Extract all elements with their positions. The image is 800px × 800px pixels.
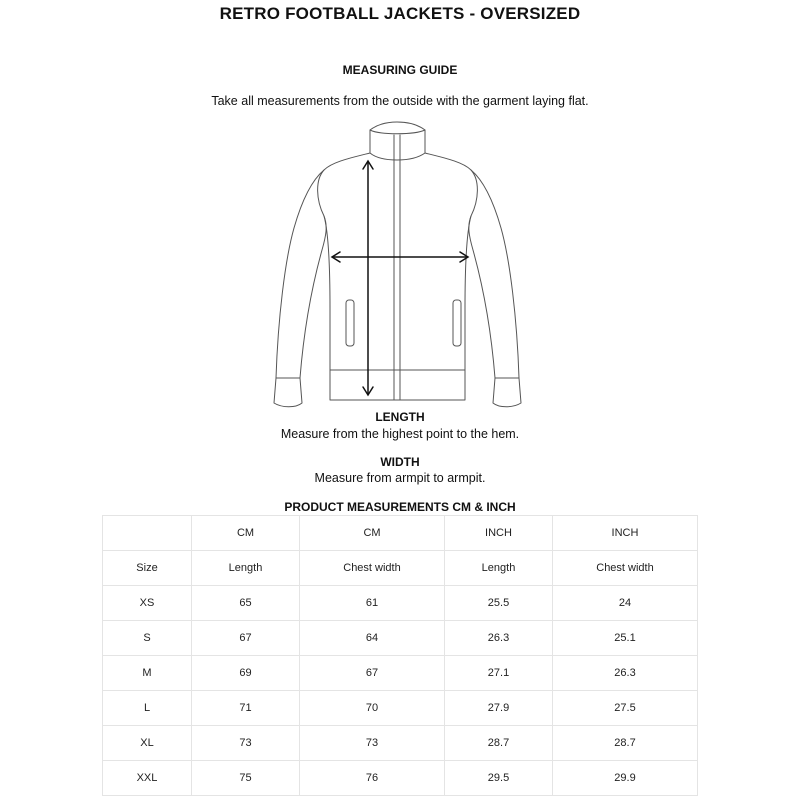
table-cell: 73 (192, 726, 300, 761)
table-row (103, 691, 698, 726)
table-cell: 28.7 (553, 726, 698, 761)
collar (370, 122, 425, 160)
header-cell: Length (445, 551, 553, 586)
length-label: LENGTH (375, 410, 425, 424)
table-cell: M (103, 656, 192, 691)
header-cell: Length (192, 551, 300, 586)
right-pocket (453, 300, 461, 346)
width-label: WIDTH (380, 455, 420, 469)
width-description: Measure from armpit to armpit. (314, 471, 486, 485)
unit-cell: INCH (553, 516, 698, 551)
measurements-table-title: PRODUCT MEASUREMENTS CM & INCH (284, 500, 516, 514)
table-row (103, 586, 698, 621)
table-cell: 67 (300, 656, 445, 691)
unit-cell: INCH (445, 516, 553, 551)
table-cell: XL (103, 726, 192, 761)
measuring-guide-heading: MEASURING GUIDE (342, 63, 458, 77)
jacket-outline-icon (260, 118, 540, 418)
table-cell: 61 (300, 586, 445, 621)
length-description: Measure from the highest point to the hem. (280, 427, 520, 441)
table-cell: 76 (300, 761, 445, 796)
table-cell: 69 (192, 656, 300, 691)
table-cell: 25.5 (445, 586, 553, 621)
header-cell: Chest width (300, 551, 445, 586)
table-cell: XXL (103, 761, 192, 796)
left-pocket (346, 300, 354, 346)
unit-row (103, 516, 698, 551)
measuring-instruction: Take all measurements from the outside with the garment laying flat. (211, 94, 589, 108)
unit-cell: CM (300, 516, 445, 551)
table-row (103, 726, 698, 761)
header-cell: Size (103, 551, 192, 586)
table-cell: 27.5 (553, 691, 698, 726)
table-row (103, 761, 698, 796)
table-cell: L (103, 691, 192, 726)
table-cell: 71 (192, 691, 300, 726)
table-cell: 64 (300, 621, 445, 656)
table-cell: 27.9 (445, 691, 553, 726)
table-cell: 29.5 (445, 761, 553, 796)
measurements-table (102, 515, 698, 796)
table-cell: 24 (553, 586, 698, 621)
table-cell: 65 (192, 586, 300, 621)
table-row (103, 621, 698, 656)
header-row (103, 551, 698, 586)
table-row (103, 656, 698, 691)
table-cell: 28.7 (445, 726, 553, 761)
table-cell: 73 (300, 726, 445, 761)
table-cell: 27.1 (445, 656, 553, 691)
page-title: RETRO FOOTBALL JACKETS - OVERSIZED (219, 4, 581, 23)
table-cell: 70 (300, 691, 445, 726)
table-cell: 75 (192, 761, 300, 796)
unit-cell (103, 516, 192, 551)
left-cuff (274, 378, 302, 407)
table-cell: 29.9 (553, 761, 698, 796)
length-arrow (363, 161, 373, 395)
table-cell: 26.3 (445, 621, 553, 656)
zipper (394, 135, 400, 400)
table-cell: 67 (192, 621, 300, 656)
table-cell: 26.3 (553, 656, 698, 691)
table-cell: 25.1 (553, 621, 698, 656)
table-cell: S (103, 621, 192, 656)
header-cell: Chest width (553, 551, 698, 586)
table-cell: XS (103, 586, 192, 621)
unit-cell: CM (192, 516, 300, 551)
right-cuff (493, 378, 521, 407)
hem-band (330, 370, 465, 400)
